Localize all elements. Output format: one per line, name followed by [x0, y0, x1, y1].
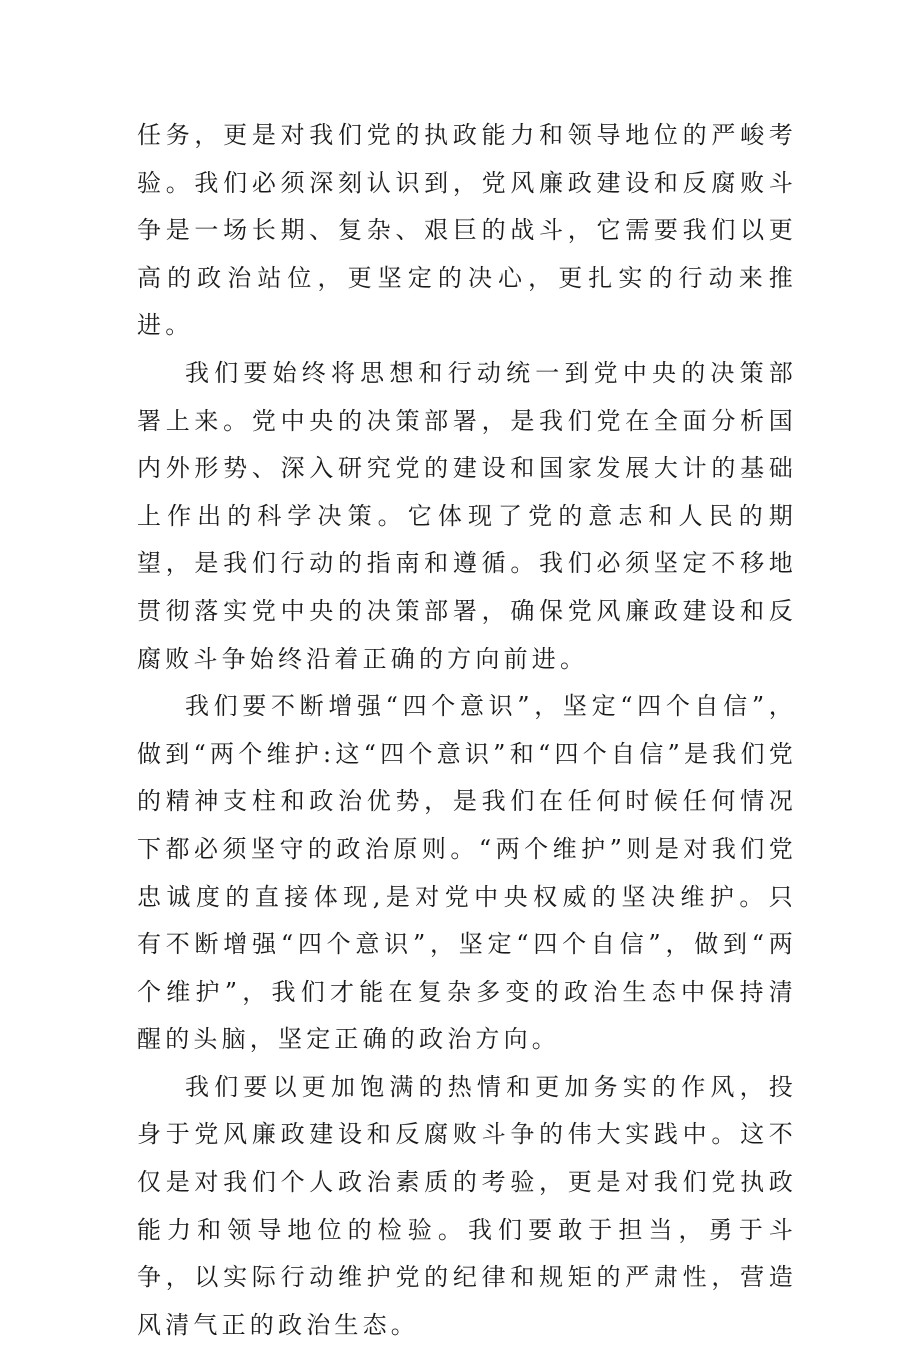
- paragraph-1: 任务，更是对我们党的执政能力和领导地位的严峻考验。我们必须深刻认识到，党风廉政建设和反腐败斗争是一场长期、复杂、艰巨的战斗，它需要我们以更高的政治站位，更坚定的决心，更扎实的行动来推进。: [137, 121, 797, 340]
- document-body: [137, 112, 797, 1349]
- paragraph-3: 我们要不断增强“四个意识”，坚定“四个自信”，做到“两个维护:这“四个意识”和“四个自信”是我们党的精神支柱和政治优势，是我们在任何时候任何情况下都必须坚守的政治原则。“两个维护”则是对我们党忠诚度的直接体现,是对党中央权威的坚决维护。只有不断增强“四个意识”，坚定“四个自信”，做到“两个维护”，我们才能在复杂多变的政治生态中保持清醒的头脑，坚定正确的政治方向。: [137, 692, 797, 1054]
- paragraph-4: 我们要以更加饱满的热情和更加务实的作风，投身于党风廉政建设和反腐败斗争的伟大实践中。这不仅是对我们个人政治素质的考验，更是对我们党执政能力和领导地位的检验。我们要敢于担当，勇于斗争，以实际行动维护党的纪律和规矩的严肃性，营造风清气正的政治生态。: [137, 1072, 797, 1339]
- paragraph-2: 我们要始终将思想和行动统一到党中央的决策部署上来。党中央的决策部署，是我们党在全面分析国内外形势、深入研究党的建设和国家发展大计的基础上作出的科学决策。它体现了党的意志和人民的期望，是我们行动的指南和遵循。我们必须坚定不移地贯彻落实党中央的决策部署，确保党风廉政建设和反腐败斗争始终沿着正确的方向前进。: [137, 358, 797, 673]
